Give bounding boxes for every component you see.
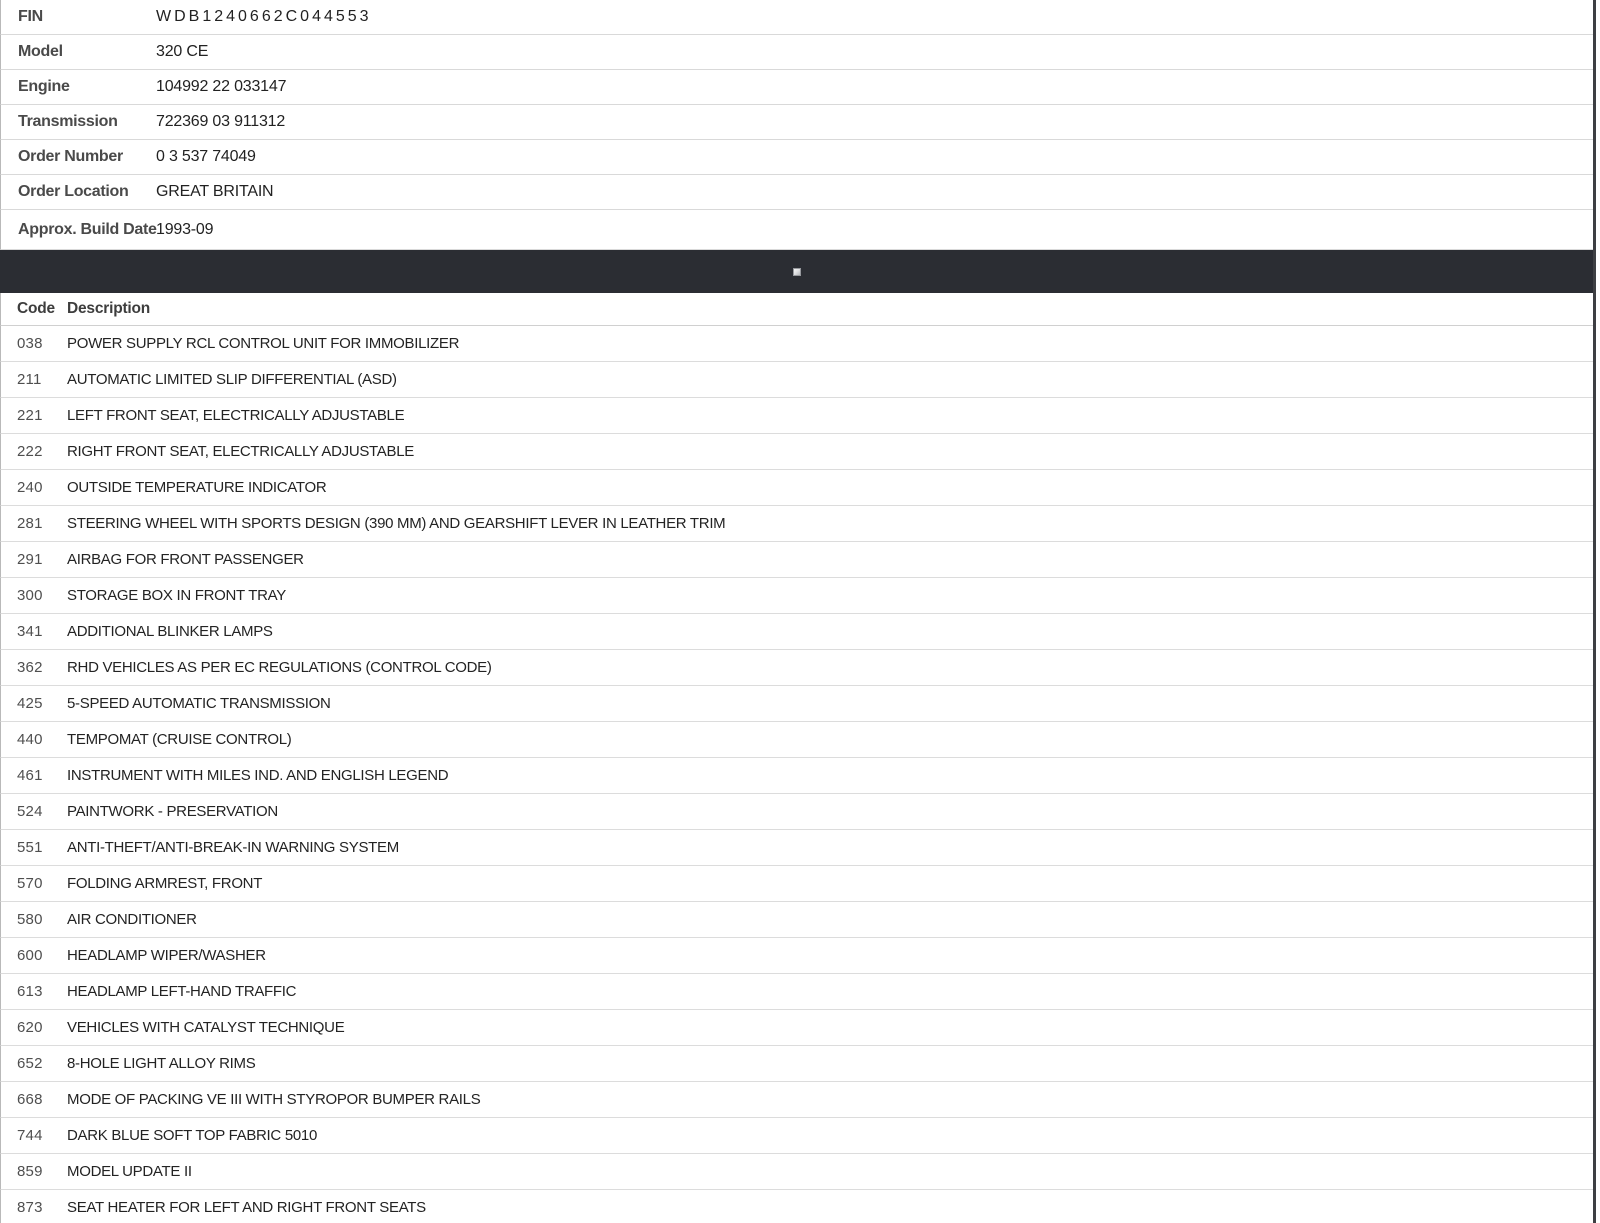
field-label: Approx. Build Date	[18, 220, 157, 238]
field-value: 722369 03 911312	[156, 113, 286, 130]
option-code-row	[0, 326, 1593, 362]
option-code-row	[0, 470, 1593, 506]
option-code: 362	[17, 659, 43, 676]
option-code: 551	[17, 839, 43, 856]
option-code-row	[0, 1154, 1593, 1190]
option-code-row	[0, 614, 1593, 650]
option-description: MODEL UPDATE II	[67, 1163, 192, 1180]
option-code-row	[0, 686, 1593, 722]
option-code-row	[0, 1010, 1593, 1046]
option-description: STEERING WHEEL WITH SPORTS DESIGN (390 MM) AND GEARSHIFT LEVER IN LEATHER TRIM	[67, 515, 726, 532]
vehicle-info-row	[0, 105, 1593, 140]
option-code: 300	[17, 587, 43, 604]
option-description: OUTSIDE TEMPERATURE INDICATOR	[67, 479, 327, 496]
option-description: TEMPOMAT (CRUISE CONTROL)	[67, 731, 292, 748]
option-description: HEADLAMP WIPER/WASHER	[67, 947, 266, 964]
vehicle-info-row	[0, 70, 1593, 105]
header-bar	[0, 250, 1593, 293]
option-code: 570	[17, 875, 43, 892]
field-label: Engine	[18, 78, 70, 95]
option-code-row	[0, 434, 1593, 470]
option-description: RHD VEHICLES AS PER EC REGULATIONS (CONTROL CODE)	[67, 659, 492, 676]
option-code-row	[0, 506, 1593, 542]
option-code-row	[0, 938, 1593, 974]
option-description: POWER SUPPLY RCL CONTROL UNIT FOR IMMOBILIZER	[67, 335, 460, 352]
option-code-row	[0, 1118, 1593, 1154]
option-code: 440	[17, 731, 43, 748]
field-value: 320 CE	[156, 43, 209, 60]
field-label: Order Location	[18, 183, 129, 200]
options-table-header-row	[0, 293, 1593, 326]
option-description: PAINTWORK - PRESERVATION	[67, 803, 278, 820]
option-code: 038	[17, 335, 43, 352]
field-value: 104992 22 033147	[156, 78, 287, 95]
option-code-row	[0, 758, 1593, 794]
option-description: 8-HOLE LIGHT ALLOY RIMS	[67, 1055, 256, 1072]
option-description: HEADLAMP LEFT-HAND TRAFFIC	[67, 983, 297, 1000]
option-code-row	[0, 866, 1593, 902]
option-code: 744	[17, 1127, 43, 1144]
option-description: STORAGE BOX IN FRONT TRAY	[67, 587, 286, 604]
option-codes-table	[0, 293, 1593, 1223]
option-description: FOLDING ARMREST, FRONT	[67, 875, 263, 892]
option-description: AIRBAG FOR FRONT PASSENGER	[67, 551, 304, 568]
option-code-row	[0, 398, 1593, 434]
option-code-row	[0, 1190, 1593, 1223]
option-code: 425	[17, 695, 43, 712]
option-code-row	[0, 1046, 1593, 1082]
option-description: AIR CONDITIONER	[67, 911, 197, 928]
option-code: 873	[17, 1199, 43, 1216]
option-description: 5-SPEED AUTOMATIC TRANSMISSION	[67, 695, 331, 712]
vehicle-info-table	[0, 0, 1593, 250]
option-description: SEAT HEATER FOR LEFT AND RIGHT FRONT SEATS	[67, 1199, 426, 1216]
option-code: 600	[17, 947, 43, 964]
option-description: ANTI-THEFT/ANTI-BREAK-IN WARNING SYSTEM	[67, 839, 399, 856]
option-code: 461	[17, 767, 43, 784]
vehicle-info-row	[0, 35, 1593, 70]
options-table-body	[0, 326, 1593, 1223]
field-value: WDB1240662C044553	[156, 8, 372, 25]
option-code-row	[0, 974, 1593, 1010]
option-code: 580	[17, 911, 43, 928]
code-column-header: Code	[17, 300, 55, 317]
field-label: Model	[18, 43, 63, 60]
option-description: VEHICLES WITH CATALYST TECHNIQUE	[67, 1019, 345, 1036]
option-code: 222	[17, 443, 43, 460]
option-code-row	[0, 1082, 1593, 1118]
option-code-row	[0, 902, 1593, 938]
field-value: 1993-09	[156, 220, 214, 238]
option-code-row	[0, 830, 1593, 866]
field-label: Order Number	[18, 148, 123, 165]
option-code: 240	[17, 479, 43, 496]
vehicle-info-row	[0, 140, 1593, 175]
vehicle-info-row	[0, 210, 1593, 250]
option-code: 652	[17, 1055, 43, 1072]
option-code-row	[0, 578, 1593, 614]
field-value: GREAT BRITAIN	[156, 183, 274, 200]
option-code: 859	[17, 1163, 43, 1180]
option-description: INSTRUMENT WITH MILES IND. AND ENGLISH LEGEND	[67, 767, 449, 784]
option-code: 281	[17, 515, 43, 532]
option-description: LEFT FRONT SEAT, ELECTRICALLY ADJUSTABLE	[67, 407, 405, 424]
option-code-row	[0, 362, 1593, 398]
option-code-row	[0, 722, 1593, 758]
option-code: 613	[17, 983, 43, 1000]
vehicle-info-row	[0, 0, 1593, 35]
option-code: 211	[17, 371, 42, 388]
option-code-row	[0, 542, 1593, 578]
broken-image-icon	[793, 268, 801, 276]
option-code: 620	[17, 1019, 43, 1036]
option-description: MODE OF PACKING VE III WITH STYROPOR BUMPER RAILS	[67, 1091, 481, 1108]
option-code: 221	[17, 407, 43, 424]
option-description: AUTOMATIC LIMITED SLIP DIFFERENTIAL (ASD)	[67, 371, 397, 388]
field-label: Transmission	[18, 113, 118, 130]
option-code: 668	[17, 1091, 43, 1108]
option-description: DARK BLUE SOFT TOP FABRIC 5010	[67, 1127, 317, 1144]
description-column-header: Description	[67, 300, 151, 317]
field-value: 0 3 537 74049	[156, 148, 256, 165]
right-edge-border	[1593, 0, 1596, 1223]
field-label: FIN	[18, 8, 43, 25]
option-code-row	[0, 650, 1593, 686]
option-description: ADDITIONAL BLINKER LAMPS	[67, 623, 273, 640]
option-code: 524	[17, 803, 43, 820]
vehicle-info-row	[0, 175, 1593, 210]
option-description: RIGHT FRONT SEAT, ELECTRICALLY ADJUSTABLE	[67, 443, 414, 460]
option-code-row	[0, 794, 1593, 830]
option-code: 341	[17, 623, 43, 640]
option-code: 291	[17, 551, 43, 568]
